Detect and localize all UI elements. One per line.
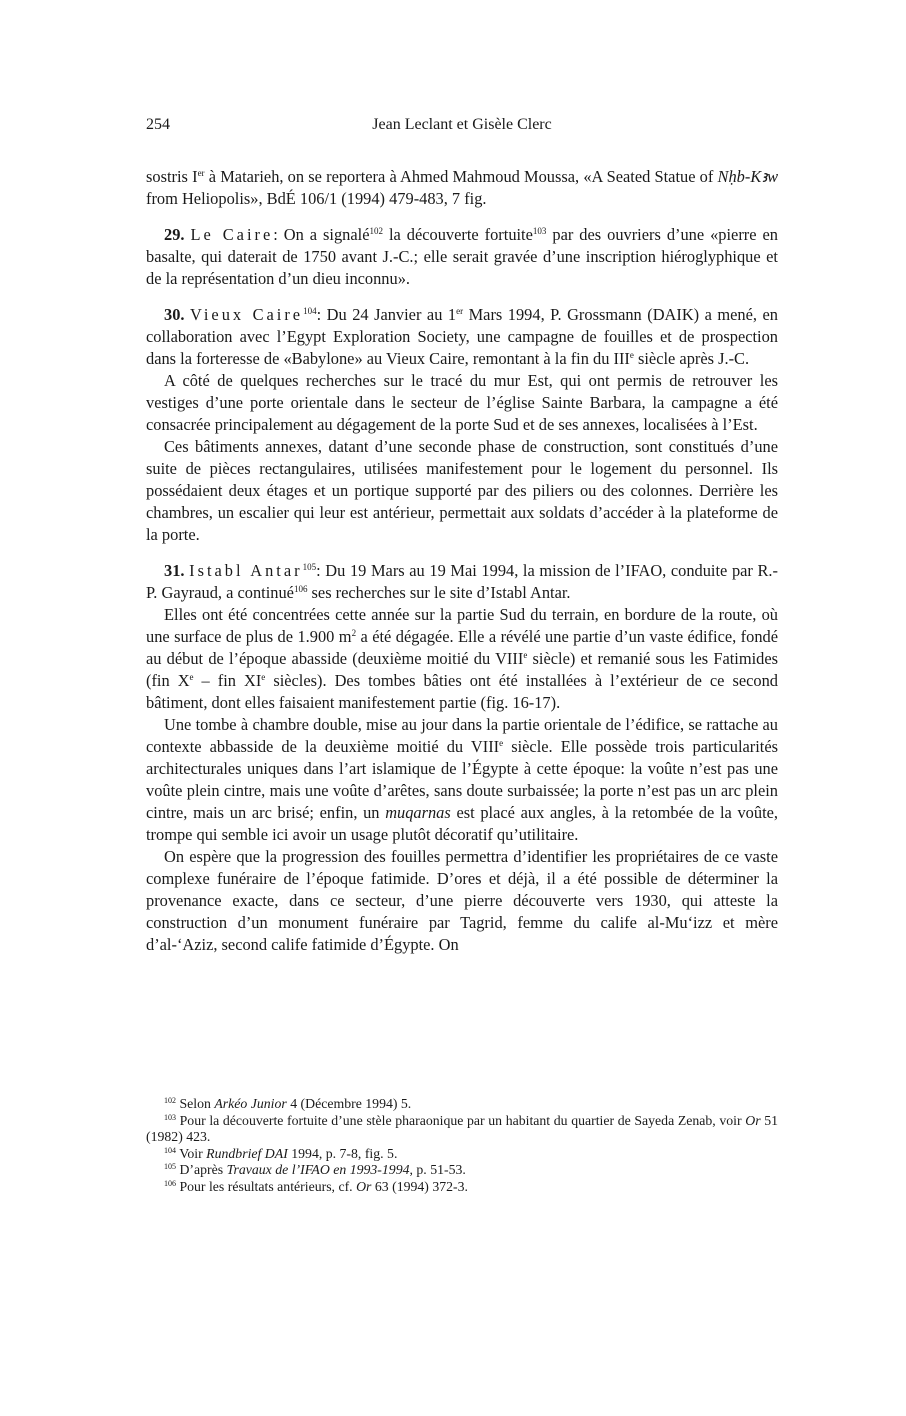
text-run: from Heliopolis», BdÉ 106/1 (1994) 479-483, 7 fig. <box>146 189 487 208</box>
text-run: D’après <box>176 1162 227 1177</box>
text-run: est placé aux angles, à la retombée de la voûte, trompe qui semble ici avoir un usage plutôt décoratif qu’utilitaire. <box>146 803 778 844</box>
section-31 <box>146 560 778 604</box>
footnote-ref[interactable]: 104 <box>303 306 317 316</box>
page-number: 254 <box>146 116 170 133</box>
superscript: 2 <box>351 628 357 638</box>
footnote-number: 106 <box>164 1178 176 1188</box>
paragraph <box>146 604 778 714</box>
text-run: siècle après J.-C. <box>633 349 750 368</box>
italic-title: Travaux de l’IFAO en 1993-1994 <box>226 1162 410 1177</box>
main-text <box>146 166 778 956</box>
text-run: 1994, p. 7-8, fig. 5. <box>287 1145 398 1161</box>
text-run: siècle) et remanié sous les Fatimides (fin X <box>146 649 778 690</box>
superscript: er <box>456 306 464 316</box>
superscript: e <box>523 650 528 660</box>
italic-title: Arkéo Junior <box>214 1096 287 1111</box>
section-29 <box>146 224 778 290</box>
section-30 <box>146 304 778 370</box>
text-run: Elles ont été concentrées cette année sur la partie Sud du terrain, en bordure de la route, où une surface de plus de 1.900 m <box>146 605 778 646</box>
superscript: e <box>499 738 504 748</box>
footnote-102 <box>146 1096 778 1113</box>
text-run: la découverte fortuite <box>382 225 533 244</box>
text-run: sostris I <box>146 167 198 186</box>
text-run: Mars 1994, P. Grossmann (DAIK) a mené, en collaboration avec l’Egypt Exploration Society, une campagne de fouilles et de prospection dans la forteresse de «Babylone» au Vieux Caire, remontant à la fin du III <box>146 305 778 368</box>
footnote-106 <box>146 1179 778 1196</box>
paragraph: A côté de quelques recherches sur le tracé du mur Est, qui ont permis de retrouver les vestiges d’une porte orientale dans le secteur de l’église Sainte Barbara, la campagne a été consacrée principalement au dégagement de la porte Sud et de ses annexes, localisées à l’Est. <box>146 371 778 434</box>
text-run: : Du 24 Janvier au 1 <box>316 305 457 324</box>
text-run: siècles). Des tombes bâties ont été installées à l’extérieur de ce second bâtiment, dont elles faisaient manifestement partie (fig. 16-17). <box>146 671 778 712</box>
text-run: : On a signalé <box>273 225 370 244</box>
footnote-103 <box>146 1113 778 1146</box>
footnote-number: 104 <box>164 1145 176 1155</box>
section-place: Le Caire <box>190 225 274 244</box>
italic-title: Or <box>356 1178 372 1194</box>
footnote-number: 105 <box>164 1162 176 1171</box>
text-run: par des ouvriers d’une «pierre en basalte, qui daterait de 1750 avant J.-C.; elle serait gravée d’une inscription hiéroglyphique et de la représentation d’un dieu inconnu». <box>146 225 778 288</box>
section-number: 29. <box>164 225 185 244</box>
footnote-ref[interactable]: 102 <box>369 226 383 236</box>
running-title: Jean Leclant et Gisèle Clerc <box>372 116 552 133</box>
section-number: 30. <box>164 305 185 324</box>
paragraph: On espère que la progression des fouilles permettra d’identifier les propriétaires de ce vaste complexe funéraire de l’époque fatimide. D’ores et déjà, il a été possible de déterminer la provenance exacte, dans ce secteur, d’une pierre découverte vers 1930, qui atteste la construction d’un monument funéraire par Tagrid, femme du calife al-Mu‘izz et mère d’al-‘Aziz, second calife fatimide d’Égypte. On <box>146 847 778 954</box>
superscript: er <box>197 168 205 178</box>
superscript: e <box>261 672 266 682</box>
text-run: : Du 19 Mars au 19 Mai 1994, la mission de l’IFAO, conduite par R.-P. Gayraud, a continué <box>146 561 778 602</box>
footnotes <box>146 1096 778 1195</box>
paragraph: Ces bâtiments annexes, datant d’une seconde phase de construction, sont constitués d’une suite de pièces rectangulaires, utilisées manifestement pour le logement du personnel. Ils possédaient deux étages et un portique supporté par des piliers ou des colonnes. Derrière les chambres, un escalier qui leur est antérieur, permettait aux soldats d’accéder à la plateforme de la porte. <box>146 437 778 544</box>
paragraph-continuation <box>146 166 778 210</box>
italic-title: Rundbrief DAI <box>206 1145 288 1161</box>
text-run: Pour la découverte fortuite d’une stèle pharaonique par un habitant du quartier de Sayeda Zenab, voir <box>176 1112 746 1128</box>
footnote-ref[interactable]: 105 <box>302 562 317 572</box>
text-run: 51 (1982) 423. <box>146 1112 779 1144</box>
text-run: a été dégagée. Elle a révélé une partie d’un vaste édifice, fondé au début de l’époque abasside (deuxième moitié du VIII <box>146 627 778 668</box>
text-run: 63 (1994) 372-3. <box>371 1178 468 1194</box>
footnote-number: 102 <box>164 1096 176 1105</box>
italic-term: muqarnas <box>385 803 451 822</box>
italic-title: Or <box>745 1112 761 1128</box>
text-run: , p. 51-53. <box>409 1162 466 1177</box>
section-place: Istabl Antar <box>189 561 303 580</box>
text-run: Selon <box>176 1096 215 1111</box>
paragraph <box>146 714 778 846</box>
section-place: Vieux Caire <box>190 305 304 324</box>
italic-term: Nḥb-Kꜣw <box>717 167 779 186</box>
text-run: Voir <box>176 1145 207 1161</box>
section-number: 31. <box>164 561 185 580</box>
text-run: Pour les résultats antérieurs, cf. <box>176 1178 357 1194</box>
footnote-105 <box>146 1162 778 1179</box>
text-run: à Matarieh, on se reportera à Ahmed Mahmoud Moussa, «A Seated Statue of <box>204 167 718 186</box>
page-header <box>146 116 778 140</box>
text-run: Une tombe à chambre double, mise au jour dans la partie orientale de l’édifice, se rattache au contexte abbasside de la deuxième moitié du VIII <box>146 715 778 756</box>
superscript: e <box>629 350 634 360</box>
footnote-104 <box>146 1146 778 1163</box>
text-run: 4 (Décembre 1994) 5. <box>286 1096 412 1111</box>
text-run: ses recherches sur le site d’Istabl Antar. <box>307 583 571 602</box>
footnote-ref[interactable]: 103 <box>532 226 547 236</box>
text-run: siècle. Elle possède trois particularités architecturales uniques dans l’art islamique de l’Égypte à cette époque: la voûte n’est pas une voûte plein cintre, mais une voûte d’arêtes, sans doute surbaissée; la porte n’est pas un arc plein cintre, mais un arc brisé; enfin, un <box>146 737 778 822</box>
superscript: e <box>189 672 194 682</box>
footnote-ref[interactable]: 106 <box>293 584 308 594</box>
text-run: – fin XI <box>193 671 262 690</box>
footnote-number: 103 <box>164 1112 176 1122</box>
